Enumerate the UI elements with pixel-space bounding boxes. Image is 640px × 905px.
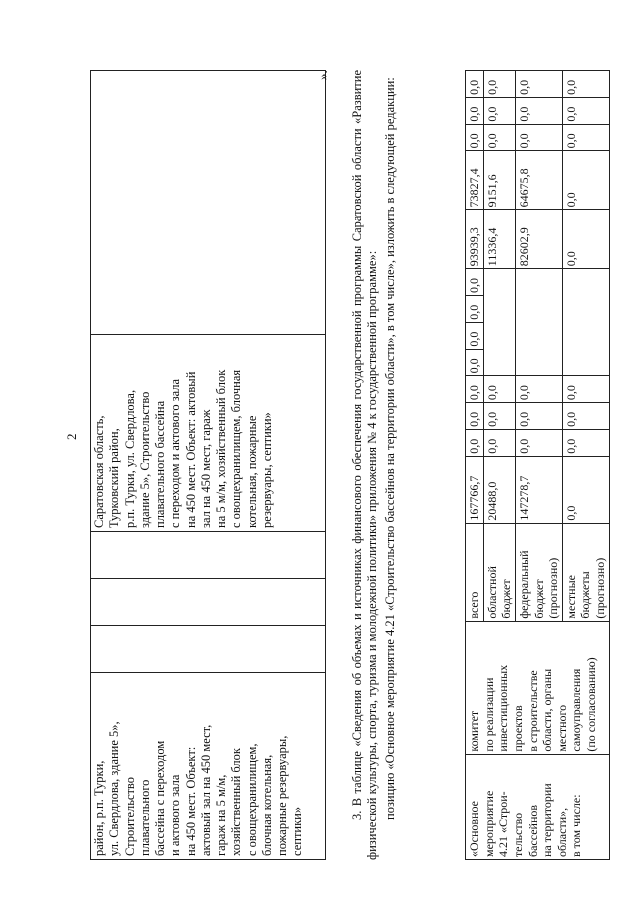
right-cell-line: зал на 450 мест, гараж xyxy=(198,409,213,528)
page-number: 2 xyxy=(64,433,79,440)
year-value-cell: 0,0 xyxy=(466,97,484,124)
financing-table xyxy=(465,70,610,860)
right-cell-line: котельная, пожарные xyxy=(244,415,259,528)
year-value-cell: 0,0 xyxy=(562,376,609,403)
year-value-cell: 0,0 xyxy=(562,97,609,124)
left-cell-line: район, р.п. Турки, xyxy=(92,760,106,856)
table-row xyxy=(466,71,484,860)
funding-source-cell: всего xyxy=(466,523,484,621)
left-cell-line: на 450 мест. Объект: xyxy=(183,746,198,856)
rotated-page xyxy=(90,40,630,860)
year-value-cell: 0,0 xyxy=(562,403,609,430)
year-value-cell: 0,0 xyxy=(466,296,484,323)
executor-cell: комитет по реализации инвестиционных проектов в строительстве области, органы местного самоуправления (по согласованию) xyxy=(466,621,610,754)
year-value-cell: 0,0 xyxy=(515,403,562,430)
year-value-cell: 0,0 xyxy=(483,376,515,403)
left-cell-line: ул. Свердлова, здание 5», xyxy=(107,721,122,856)
right-cell-line: плавательного бассейна xyxy=(153,400,167,528)
year-value-cell: 0,0 xyxy=(515,97,562,124)
amendment-text xyxy=(350,70,400,860)
year-value-cell: 0,0 xyxy=(466,429,484,456)
activity-name-cell: «Основное мероприятие 4.21 «Строи- тельство бассейнов на территории области», в том числе: xyxy=(466,754,610,859)
left-cell-line: плавательного xyxy=(137,779,152,856)
year-value-cell: 93939,3 xyxy=(466,210,484,269)
year-value-cell: 0,0 xyxy=(515,71,562,98)
left-cell-line: бассейна с переходом xyxy=(153,740,167,856)
left-cell-line: Строительство xyxy=(122,776,137,856)
left-cell-line: блочная котельная, xyxy=(259,754,274,856)
total-cell: 20488,0 xyxy=(483,456,515,523)
year-value-cell: 73827,4 xyxy=(466,151,484,210)
left-cell-line: хозяйственный блок xyxy=(229,748,244,856)
year-value-cell: 0,0 xyxy=(515,376,562,403)
year-value-cell: 0,0 xyxy=(483,403,515,430)
right-cell-line: на 5 м/м, хозяйственный блок xyxy=(214,369,228,528)
closing-quote: ». xyxy=(315,70,330,80)
year-value-cell: 0,0 xyxy=(515,429,562,456)
left-cell-line: и актового зала xyxy=(168,774,183,856)
year-value-cell: 0,0 xyxy=(562,429,609,456)
right-cell-line: с овощехранилищем, блочная xyxy=(229,369,244,528)
year-value-cell: 0,0 xyxy=(515,124,562,151)
right-cell-line: р.п. Турки, ул. Свердлова, xyxy=(122,389,137,528)
year-value-cell: 0,0 xyxy=(466,71,484,98)
location-right-cell xyxy=(91,335,326,532)
funding-source-cell: областной бюджет xyxy=(483,523,515,621)
year-value-cell: 0,0 xyxy=(483,429,515,456)
year-value-cell: 0,0 xyxy=(466,322,484,349)
funding-source-cell: федеральный бюджет (прогнозно) xyxy=(515,523,562,621)
location-left-cell xyxy=(91,673,326,860)
right-cell-line: на 450 мест. Объект: актовый xyxy=(183,371,198,528)
paragraph-position: позицию «Основное мероприятие 4.21 «Строительство бассейнов на территории области», в том числе», изложить в следующей редакции: xyxy=(382,77,397,820)
left-cell-line: септики» xyxy=(290,806,305,856)
year-value-cell: 0,0 xyxy=(562,71,609,98)
year-value-cell: 0,0 xyxy=(562,124,609,151)
left-cell-line: с овощехранилищем, xyxy=(244,743,259,856)
right-cell-line: Саратовская область, xyxy=(92,415,106,528)
year-value-cell: 0,0 xyxy=(483,71,515,98)
year-value-cell: 0,0 xyxy=(466,403,484,430)
year-value-cell: 11336,4 xyxy=(483,210,515,269)
year-value-cell: 0,0 xyxy=(483,97,515,124)
year-value-cell: 0,0 xyxy=(466,376,484,403)
right-cell-line: Турковский район, xyxy=(107,428,122,528)
year-value-cell: 0,0 xyxy=(562,151,609,210)
left-cell-line: пожарные резервуары, xyxy=(275,735,289,856)
left-cell-line: актовый зал на 450 мест, xyxy=(198,724,213,856)
total-cell: 147278,7 xyxy=(515,456,562,523)
total-cell: 167766,7 xyxy=(466,456,484,523)
location-table xyxy=(90,70,326,860)
right-cell-line: здание 5», Строительство xyxy=(137,391,152,528)
year-value-cell: 64675,8 xyxy=(515,151,562,210)
year-value-cell: 82602,9 xyxy=(515,210,562,269)
year-value-cell: 0,0 xyxy=(483,124,515,151)
year-value-cell: 0,0 xyxy=(466,269,484,296)
right-cell-line: с переходом и актового зала xyxy=(168,378,183,528)
year-value-cell: 0,0 xyxy=(562,210,609,269)
funding-source-cell: местные бюджеты (прогнозно) xyxy=(562,523,609,621)
left-cell-line: гараж на 5 м/м, xyxy=(214,774,228,856)
year-value-cell: 0,0 xyxy=(466,349,484,376)
total-cell: 0,0 xyxy=(562,456,609,523)
year-value-cell: 9151,6 xyxy=(483,151,515,210)
year-value-cell: 0,0 xyxy=(466,124,484,151)
paragraph-3: 3. В таблице «Сведения об объемах и источниках финансового обеспечения государственной программы Саратовской области «Развитие физической культуры, спорта, туризма и молодежной политики» приложения № 4 к государственной программе»: xyxy=(350,70,380,860)
blank-cell xyxy=(515,269,562,376)
blank-cell xyxy=(483,269,515,376)
blank-cell xyxy=(562,269,609,376)
right-cell-line: резервуары, септики» xyxy=(259,412,274,528)
